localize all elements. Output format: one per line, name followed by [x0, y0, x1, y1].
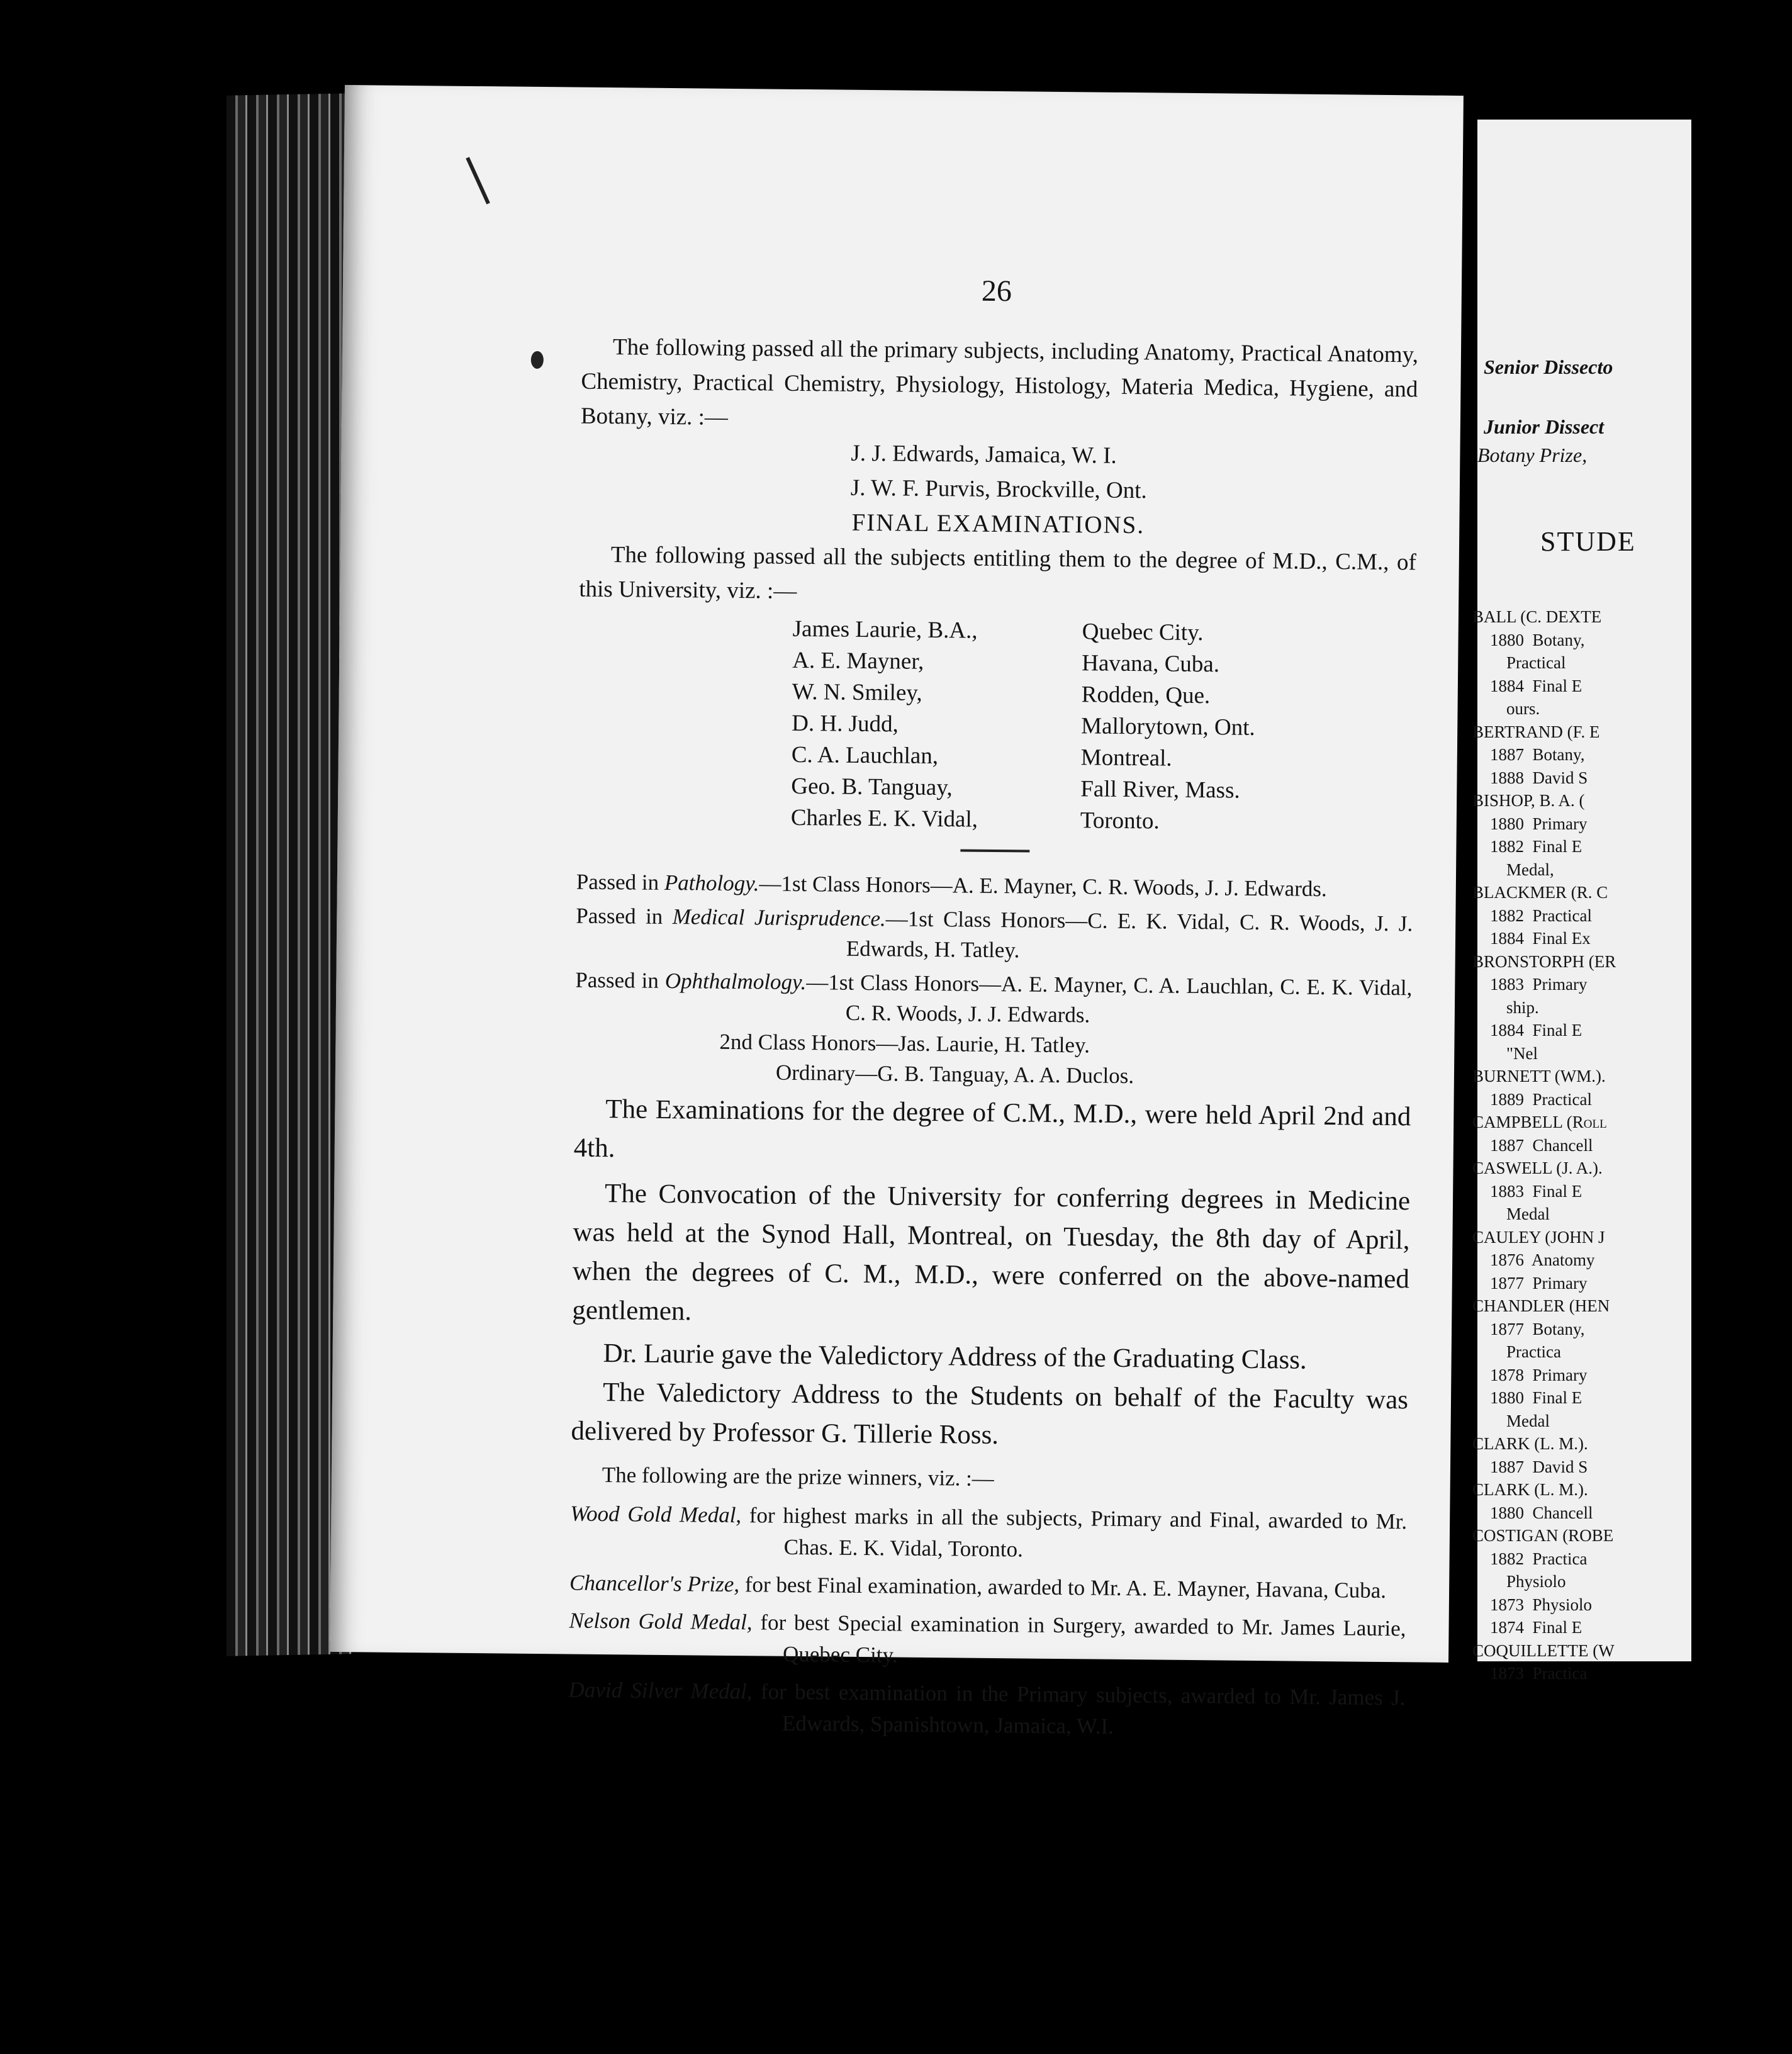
honors-prefix: Passed in [576, 869, 665, 895]
right-entry: 1887 David S [1490, 1457, 1588, 1476]
final-intro: The following passed all the subjects entitling them to the degree of M.D., C.M., of this University, viz. :— [579, 542, 1416, 604]
right-entry: 1887 Chancell [1490, 1135, 1593, 1155]
prize-text: for highest marks in all the subjects, Primary and Final, awarded to Mr. Chas. E. K. Vidal, Toronto. [741, 1503, 1408, 1562]
prize-wood [570, 1498, 1408, 1569]
prize-name: Nelson Gold Medal, [569, 1608, 753, 1635]
right-heading: STUDE [1540, 526, 1636, 557]
right-entry: Medal [1472, 1411, 1550, 1430]
right-entry: CLARK (L. M.). [1472, 1434, 1588, 1453]
primary-item: J. J. Edwards, Jamaica, W. I. [851, 440, 1117, 469]
ink-blot [531, 351, 544, 369]
graduate-name: D. H. Judd, [792, 710, 899, 738]
prize-intro: The following are the prize winners, viz. :— [602, 1462, 994, 1491]
right-entry: CAULEY (JOHN J [1472, 1227, 1605, 1247]
right-entry: 1887 Botany, [1490, 745, 1589, 764]
final-heading: FINAL EXAMINATIONS. [851, 508, 1145, 539]
honors-prefix: Passed in [576, 903, 673, 929]
right-page [1472, 120, 1691, 1683]
right-entry: CLARK (L. M.). [1472, 1480, 1588, 1499]
graduate-place: Montreal. [1080, 744, 1172, 772]
prize-chancellor [569, 1568, 1406, 1607]
right-entry: 1883 Primary [1490, 975, 1588, 994]
graduate-place: Toronto. [1080, 807, 1160, 834]
right-entry: 1873 Practica [1490, 1664, 1588, 1683]
valedictory-paragraph: Dr. Laurie gave the Valedictory Address of the Graduating Class. [603, 1338, 1307, 1375]
right-entry: Practica [1472, 1342, 1561, 1361]
right-entry: 1878 Primary [1490, 1365, 1588, 1384]
right-entry: 1876 Anatomy [1490, 1250, 1595, 1269]
primary-intro: The following passed all the primary subjects, including Anatomy, Practical Anatomy, Chemistry, Practical Chemistry, Physiology, Histology, Materia Medica, Hygiene, and Botany, viz. :— [580, 334, 1419, 430]
graduate-place: Fall River, Mass. [1080, 776, 1240, 804]
right-entry: Practical [1472, 653, 1566, 672]
honors-pathology [576, 867, 1413, 906]
honors-text: —1st Class Honors—A. E. Mayner, C. A. Lauchlan, C. E. K. Vidal, C. R. Woods, J. J. Edwards. [806, 970, 1413, 1028]
honors-text: —1st Class Honors—A. E. Mayner, C. R. Woods, J. J. Edwards. [759, 871, 1327, 902]
graduate-place: Mallorytown, Ont. [1081, 713, 1255, 741]
graduate-place: Rodden, Que. [1081, 682, 1211, 709]
honors-ophthalmology [575, 965, 1413, 1034]
right-top-line: Senior Dissecto [1484, 356, 1613, 378]
honors-text: —1st Class Honors—C. E. K. Vidal, C. R. Woods, J. J. Edwards, H. Tatley. [846, 906, 1413, 963]
right-entry: ours. [1472, 699, 1540, 718]
faculty-paragraph: The Valedictory Address to the Students on behalf of the Faculty was delivered by Professor G. Tillerie Ross. [571, 1378, 1409, 1451]
prize-name: Chancellor's Prize, [569, 1570, 740, 1597]
right-entry: 1888 David S [1490, 768, 1588, 787]
right-entry: CASWELL (J. A.). [1472, 1159, 1603, 1177]
graduate-place: Quebec City. [1082, 619, 1204, 646]
page-body [568, 330, 1418, 1746]
prize-david [568, 1675, 1406, 1746]
right-entry: 1873 Physiolo [1490, 1595, 1593, 1614]
right-entry: "Nel [1472, 1043, 1538, 1063]
right-entry: COSTIGAN (ROBE [1472, 1526, 1614, 1545]
right-entry: BRONSTORPH (ER [1472, 951, 1616, 971]
section-rule [960, 849, 1029, 852]
right-entry: 1880 Botany, [1490, 630, 1589, 649]
right-entry: ship. [1472, 997, 1539, 1017]
right-entry: Medal, [1472, 860, 1554, 879]
graduate-place: Havana, Cuba. [1082, 650, 1220, 678]
right-entry: 1882 Practical [1490, 906, 1592, 925]
graduate-name: Charles E. K. Vidal, [790, 804, 978, 833]
exams-paragraph: The Examinations for the degree of C.M., M.D., were held April 2nd and 4th. [573, 1094, 1411, 1164]
second-class-honors: 2nd Class Honors—Jas. Laurie, H. Tatley. [719, 1029, 1090, 1058]
right-entry: 1877 Primary [1490, 1273, 1588, 1293]
right-entry: Medal [1472, 1204, 1550, 1223]
prize-text: for best examination in the Primary subjects, awarded to Mr. James J. Edwards, Spanishtown, Jamaica, W.I. [752, 1679, 1406, 1739]
graduate-name: C. A. Lauchlan, [791, 741, 939, 770]
prize-name: David Silver Medal, [568, 1677, 753, 1704]
right-entry: BERTRAND (F. E [1472, 722, 1600, 741]
right-entry: BLACKMER (R. C [1472, 883, 1608, 902]
honors-subject: Pathology. [664, 870, 759, 896]
primary-list [851, 436, 1418, 511]
honors-subject: Ophthalmology. [664, 968, 807, 995]
right-entry: 1884 Final E [1490, 1021, 1582, 1040]
honors-subject: Medical Jurisprudence. [672, 904, 886, 931]
prize-nelson [569, 1605, 1406, 1676]
book-gutter [1464, 0, 1477, 2054]
right-entry: 1880 Final E [1490, 1388, 1582, 1407]
right-top-line: Botany Prize, [1477, 444, 1588, 466]
honors-prefix: Passed in [575, 967, 665, 993]
right-top-line: Junior Dissect [1484, 415, 1604, 438]
right-entry: 1883 Final E [1490, 1181, 1582, 1201]
graduates-list [791, 614, 1416, 839]
right-entry: Physiolo [1472, 1572, 1566, 1591]
graduate-name: A. E. Mayner, [792, 647, 924, 675]
convocation-paragraph: The Convocation of the University for conferring degrees in Medicine was held at the Synod Hall, Montreal, on Tuesday, the 8th day of April, when the degrees of C. M., M.D., were conferred on the above-named gentlemen. [572, 1179, 1411, 1327]
primary-item: J. W. F. Purvis, Brockville, Ont. [850, 474, 1147, 504]
right-entry: 1882 Practica [1490, 1549, 1588, 1568]
right-entry: BALL (C. DEXTE [1472, 607, 1602, 626]
graduate-name: James Laurie, B.A., [792, 615, 978, 644]
right-entry: 1884 Final Ex [1490, 929, 1591, 948]
right-entry: 1874 Final E [1490, 1618, 1582, 1637]
right-entry: 1882 Final E [1490, 837, 1582, 856]
right-entry: BURNETT (WM.). [1472, 1067, 1606, 1086]
prize-name: Wood Gold Medal, [570, 1501, 742, 1528]
prize-text: for best Final examination, awarded to Mr. A. E. Mayner, Havana, Cuba. [739, 1572, 1387, 1603]
right-entry: 1889 Practical [1490, 1089, 1592, 1109]
pen-mark [466, 157, 490, 204]
ordinary-pass: Ordinary—G. B. Tanguay, A. A. Duclos. [775, 1060, 1134, 1089]
honors-jurisprudence [576, 901, 1413, 970]
page-number: 26 [981, 274, 1012, 308]
graduate-name: W. N. Smiley, [792, 678, 922, 706]
right-entry: CAMPBELL (Roll [1472, 1113, 1607, 1131]
right-entry: 1884 Final E [1490, 676, 1582, 695]
right-entry: 1880 Chancell [1490, 1503, 1593, 1522]
right-entry: COQUILLETTE (W [1472, 1641, 1615, 1660]
graduate-name: Geo. B. Tanguay, [791, 773, 953, 801]
right-entry: CHANDLER (HEN [1472, 1296, 1610, 1315]
right-entry: 1877 Botany, [1490, 1319, 1589, 1338]
left-page [330, 85, 1464, 1739]
right-entry: BISHOP, B. A. ( [1472, 791, 1585, 810]
right-entry: 1880 Primary [1490, 814, 1588, 833]
prize-text: for best Special examination in Surgery, awarded to Mr. James Laurie, Quebec City. [752, 1610, 1406, 1668]
